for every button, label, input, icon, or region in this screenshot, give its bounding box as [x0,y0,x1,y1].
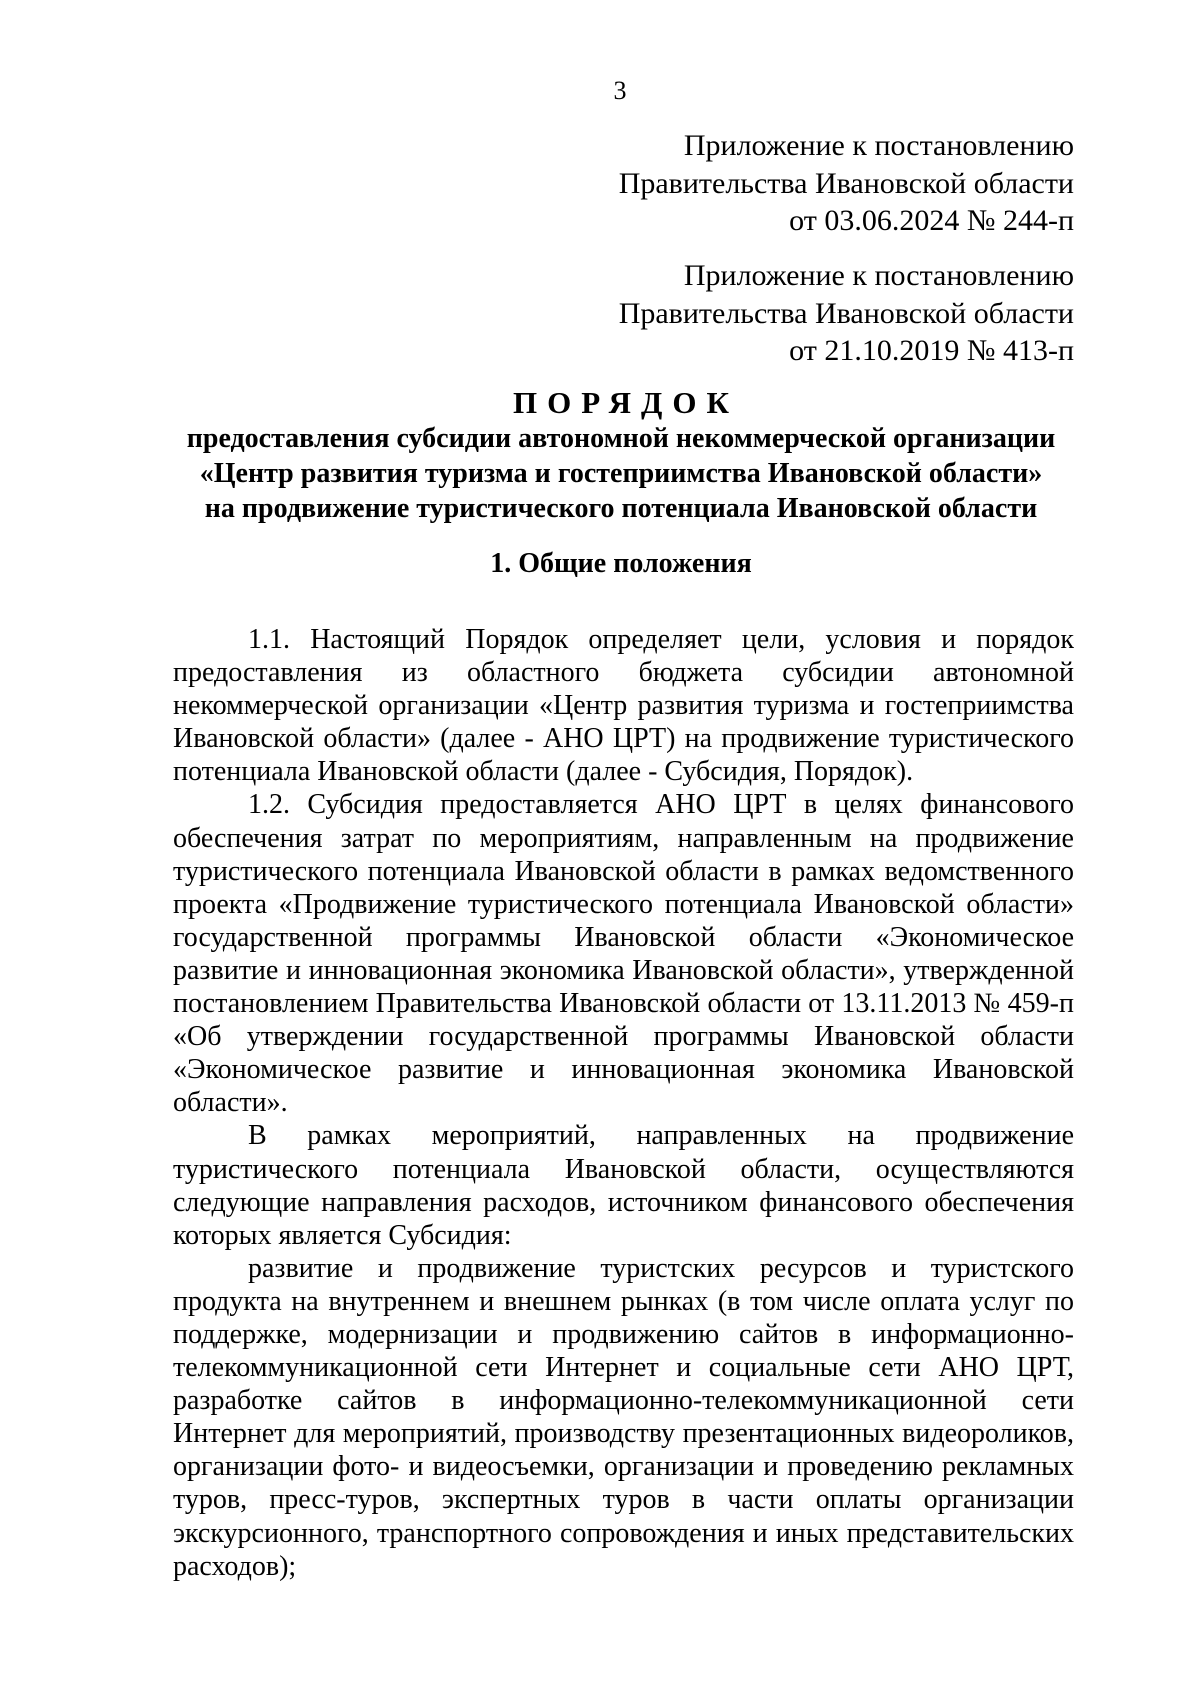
document-subtitle-line: на продвижение туристического потенциала Ивановской области [204,493,1038,524]
approval-line: Приложение к постановлению [683,259,1074,292]
approval-line: Правительства Ивановской области [618,166,1074,200]
document-body [173,623,1074,1583]
paragraph-1-1: 1.1. Настоящий Порядок определяет цели, условия и порядок предоставления из областного бюджета субсидии автономной некоммерческой организации «Центр развития туризма и гостеприимства Ивановской области» (далее - АНО ЦРТ) на продвижение туристического потенциала Ивановской области (далее - Субсидия, Порядок). [173,624,1074,788]
approval-line: от 21.10.2019 № 413-п [789,334,1074,367]
document-title: ПОРЯДОК [513,385,739,420]
document-title-block [168,385,1074,526]
document-subtitle-line: «Центр развития туризма и гостеприимства Ивановской области» [199,458,1043,489]
approval-block-2024 [474,127,1074,240]
paragraph-expense-directions: В рамках мероприятий, направленных на продвижение туристического потенциала Ивановской области, осуществляются следующие направления расходов, источником финансового обеспечения которых является Субсидия: [173,1120,1074,1251]
approval-line: Правительства Ивановской области [618,296,1074,330]
paragraph-1-2: 1.2. Субсидия предоставляется АНО ЦРТ в целях финансового обеспечения затрат по мероприятиям, направленным на продвижение туристического потенциала Ивановской области в рамках ведомственного проекта «Продвижение туристического потенциала Ивановской области» государственной программы Ивановской области «Экономическое развитие и инновационная экономика Ивановской области», утвержденной постановлением Правительства Ивановской области от 13.11.2013 № 459-п «Об утверждении государственной программы Ивановской области «Экономическое развитие и инновационная экономика Ивановской области». [173,789,1074,1119]
approval-line: от 03.06.2024 № 244-п [789,204,1074,237]
section-heading: 1. Общие положения [490,548,752,579]
approval-block-2019 [474,257,1074,370]
document-subtitle-line: предоставления субсидии автономной некоммерческой организации [186,423,1056,454]
page-number: 3 [613,76,627,105]
approval-line: Приложение к постановлению [683,129,1074,162]
paragraph-tourism-promotion: развитие и продвижение туристских ресурсов и туристского продукта на внутреннем и внешнем рынках (в том числе оплата услуг по поддержке, модернизации и продвижению сайтов в информационно-телекоммуникационной сети Интернет и социальные сети АНО ЦРТ, разработке сайтов в информационно-телекоммуникационной сети Интернет для мероприятий, производству презентационных видеороликов, организации фото- и видеосъемки, организации и проведению рекламных туров, пресс-туров, экспертных туров в части оплаты организации экскурсионного, транспортного сопровождения и иных представительских расходов); [173,1252,1074,1582]
